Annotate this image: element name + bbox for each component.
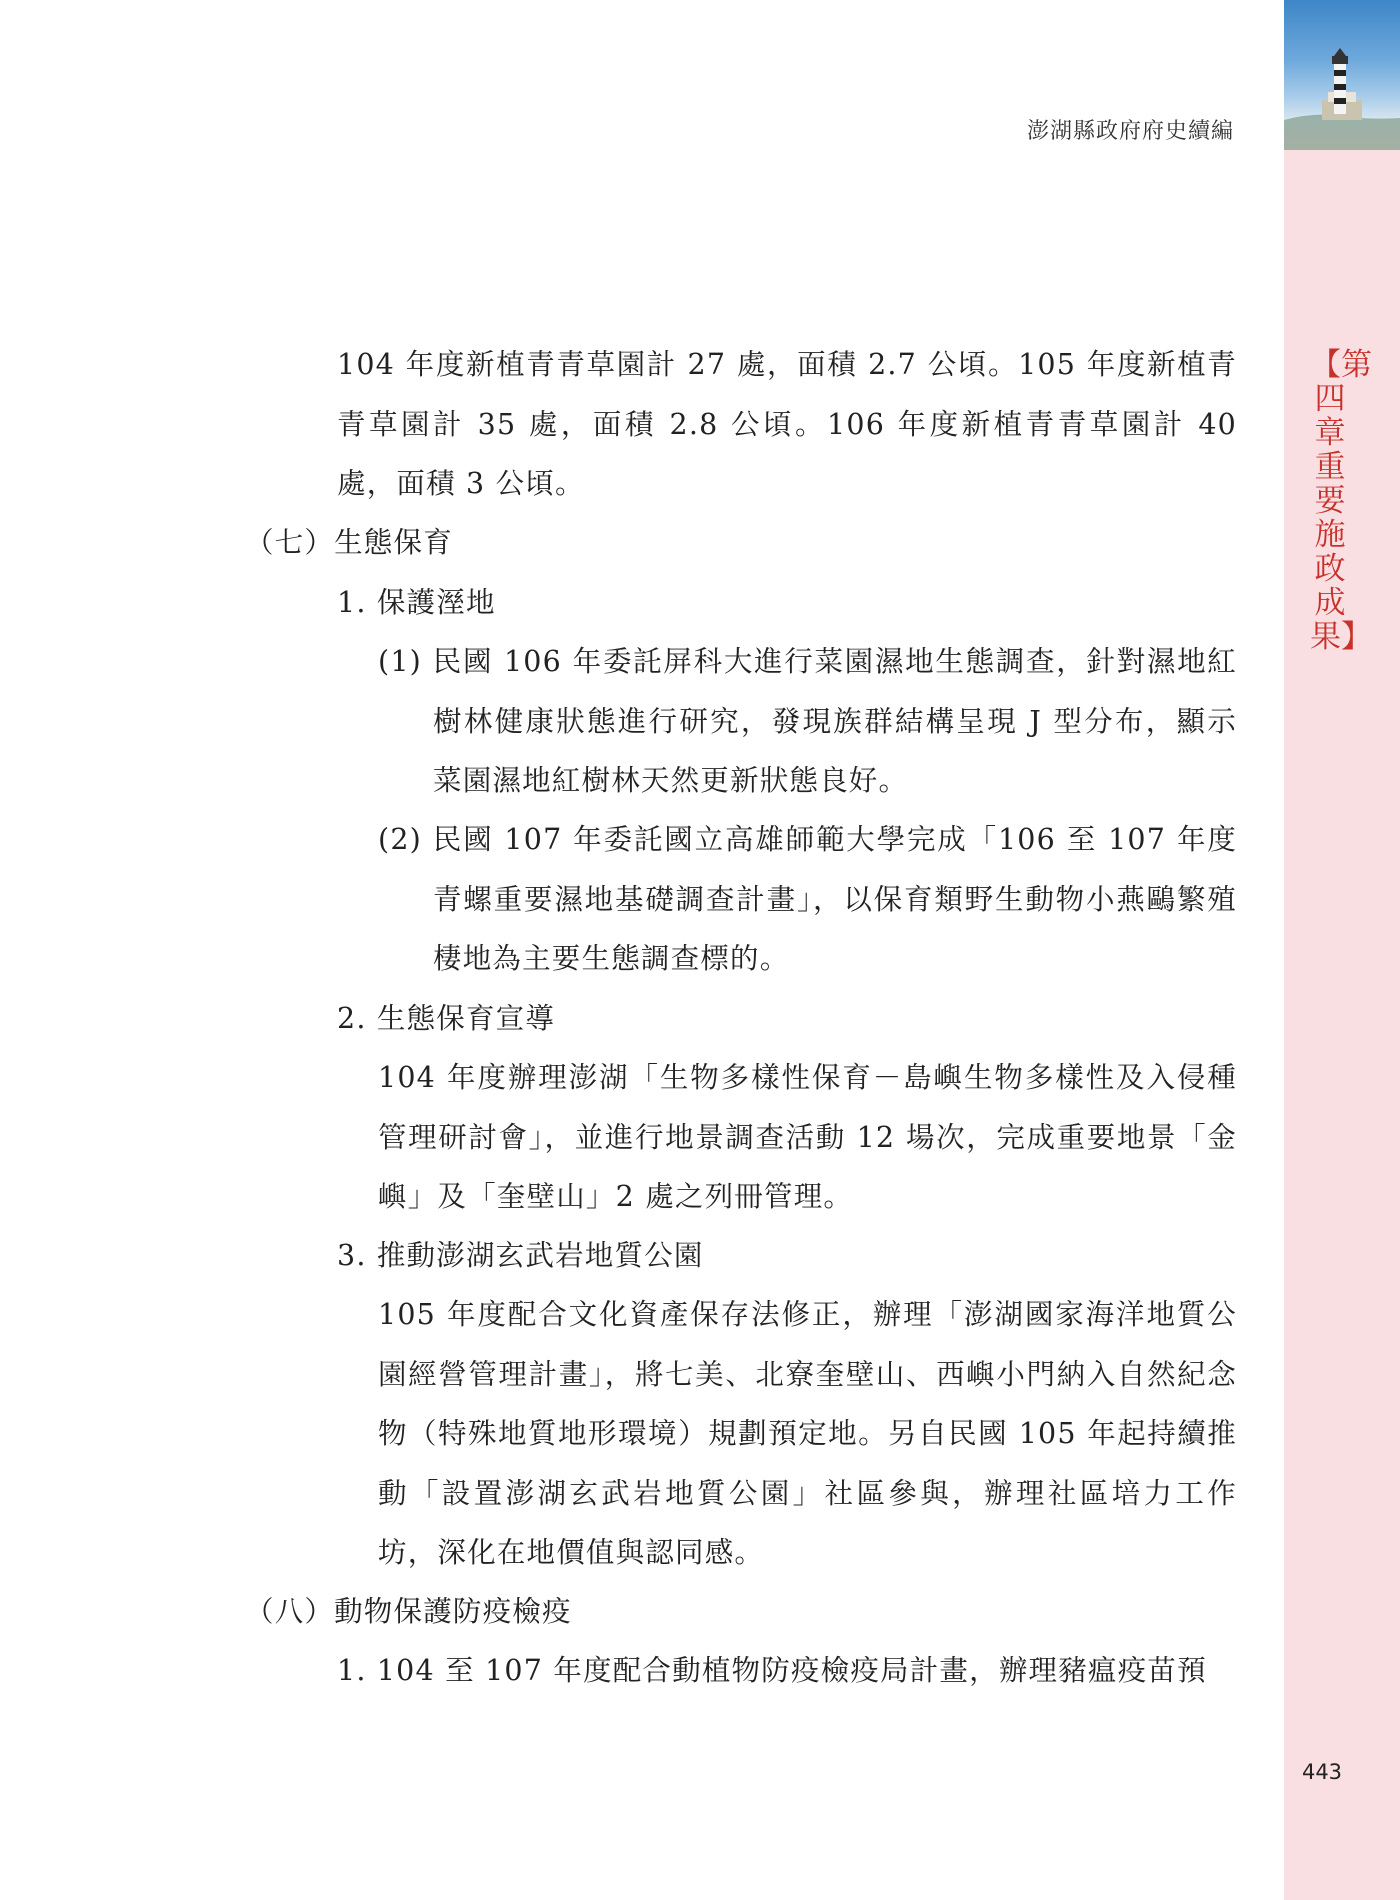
page-number: 443: [1301, 1760, 1343, 1784]
section7-item1-sub2: [378, 810, 1237, 989]
sub2-text: (2) 民國 107 年委託國立高雄師範大學完成「106 至 107 年度青螺重要濕地基礎調查計畫」，以保育類野生動物小燕鷗繁殖棲地為主要生態調查標的。: [378, 823, 1237, 975]
section7-item1-sub1: [378, 632, 1237, 811]
section7-item3-heading: 3. 推動澎湖玄武岩地質公園: [337, 1239, 704, 1272]
side-band: [1284, 0, 1400, 1900]
chapter-tab-text: 【第四章 重要施政成果】: [1310, 347, 1372, 655]
running-header: 澎湖縣政府府史續編: [1026, 119, 1234, 144]
section7-item1-heading: 1. 保護溼地: [337, 586, 496, 619]
section8-item1: 1. 104 至 107 年度配合動植物防疫檢疫局計畫，辦理豬瘟疫苗預: [337, 1654, 1207, 1687]
sub1-text: (1) 民國 106 年委託屏科大進行菜園濕地生態調查，針對濕地紅樹林健康狀態進行研究，發現族群結構呈現 J 型分布，顯示菜園濕地紅樹林天然更新狀態良好。: [378, 645, 1237, 797]
section7-heading: （七）生態保育: [245, 526, 453, 559]
section7-item2-text: 104 年度辦理澎湖「生物多樣性保育－島嶼生物多樣性及入侵種管理研討會」，並進行地景調查活動 12 場次，完成重要地景「金嶼」及「奎壁山」2 處之列冊管理。: [378, 1061, 1237, 1213]
section7-item2-heading: 2. 生態保育宣導: [337, 1002, 556, 1035]
intro-paragraph: 104 年度新植青青草園計 27 處，面積 2.7 公頃。105 年度新植青青草園計 35 處，面積 2.8 公頃。106 年度新植青青草園計 40 處，面積 3 公頃。: [337, 348, 1237, 500]
chapter-tab: [1310, 347, 1372, 655]
section7-item3-text: 105 年度配合文化資產保存法修正，辦理「澎湖國家海洋地質公園經營管理計畫」，將七美、北寮奎壁山、西嶼小門納入自然紀念物（特殊地質地形環境）規劃預定地。另自民國 105 年起持續推動「設置澎湖玄武岩地質公園」社區參與，辦理社區培力工作坊，深化在地價值與認同感。: [378, 1298, 1237, 1569]
section8-heading: （八）動物保護防疫檢疫: [245, 1595, 572, 1628]
lighthouse-photo: [1284, 0, 1400, 150]
